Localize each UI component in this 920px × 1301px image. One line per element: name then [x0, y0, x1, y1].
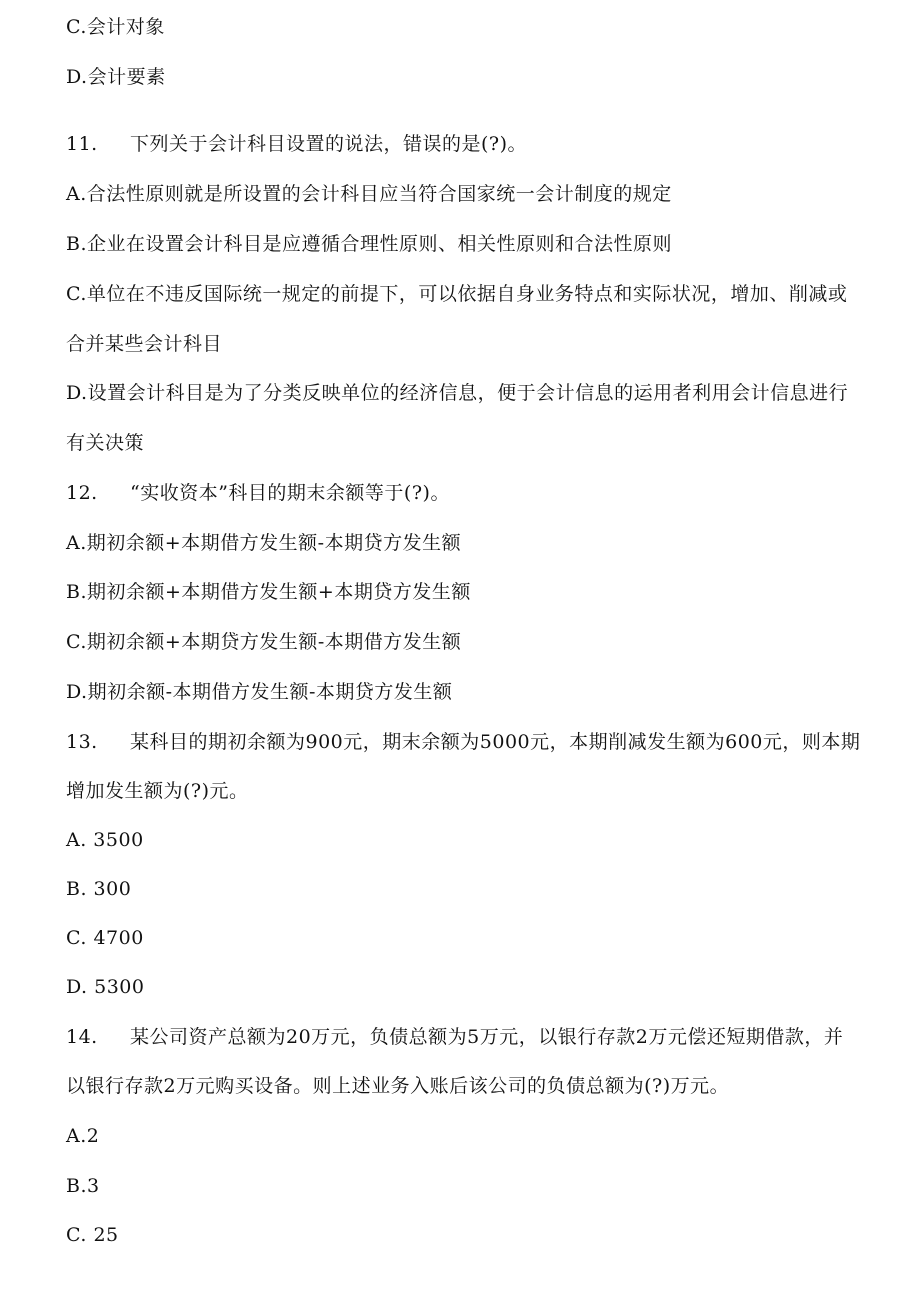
q11-option-c-cont: 合并某些会计科目 [66, 333, 223, 355]
q11-option-c: C.单位在不违反国际统一规定的前提下，可以依据自身业务特点和实际状况，增加、削减或 [66, 283, 848, 305]
q11-option-b: B.企业在设置会计科目是应遵循合理性原则、相关性原则和合法性原则 [66, 233, 673, 255]
q11-stem-line [66, 132, 527, 156]
q11-number: 11. [66, 133, 98, 155]
q13-option-b: B. 300 [66, 878, 132, 900]
q10-option-d: D.会计要素 [66, 66, 166, 88]
q14-stem-cont: 以银行存款2万元购买设备。则上述业务入账后该公司的负债总额为(?)万元。 [66, 1075, 730, 1097]
q14-stem-line [66, 1025, 843, 1049]
q12-option-b: B.期初余额+本期借方发生额+本期贷方发生额 [66, 581, 471, 603]
q11-stem: 下列关于会计科目设置的说法，错误的是(?)。 [130, 133, 528, 155]
q10-option-c: C.会计对象 [66, 16, 165, 38]
q13-number: 13. [66, 731, 98, 753]
q12-number: 12. [66, 482, 98, 504]
q14-number: 14. [66, 1026, 98, 1048]
q12-stem: “实收资本”科目的期末余额等于(?)。 [130, 482, 450, 504]
q12-option-d: D.期初余额-本期借方发生额-本期贷方发生额 [66, 681, 453, 703]
q14-option-b: B.3 [66, 1175, 100, 1197]
q14-option-a: A.2 [66, 1125, 100, 1147]
q12-stem-line [66, 481, 450, 505]
q13-option-d: D. 5300 [66, 976, 145, 998]
q12-option-c: C.期初余额+本期贷方发生额-本期借方发生额 [66, 631, 462, 653]
q14-stem: 某公司资产总额为20万元，负债总额为5万元，以银行存款2万元偿还短期借款，并 [130, 1026, 844, 1048]
q11-option-d: D.设置会计科目是为了分类反映单位的经济信息，便于会计信息的运用者利用会计信息进行 [66, 382, 849, 404]
q13-option-a: A. 3500 [66, 829, 144, 851]
q11-option-d-cont: 有关决策 [66, 432, 145, 454]
q12-option-a: A.期初余额+本期借方发生额-本期贷方发生额 [66, 532, 462, 554]
q13-stem-line [66, 730, 860, 754]
q13-stem-cont: 增加发生额为(?)元。 [66, 780, 249, 802]
q13-option-c: C. 4700 [66, 927, 144, 949]
q11-option-a: A.合法性原则就是所设置的会计科目应当符合国家统一会计制度的规定 [66, 183, 672, 205]
q13-stem: 某科目的期初余额为900元，期末余额为5000元，本期削减发生额为600元，则本期 [130, 731, 861, 753]
q14-option-c: C. 25 [66, 1224, 119, 1246]
